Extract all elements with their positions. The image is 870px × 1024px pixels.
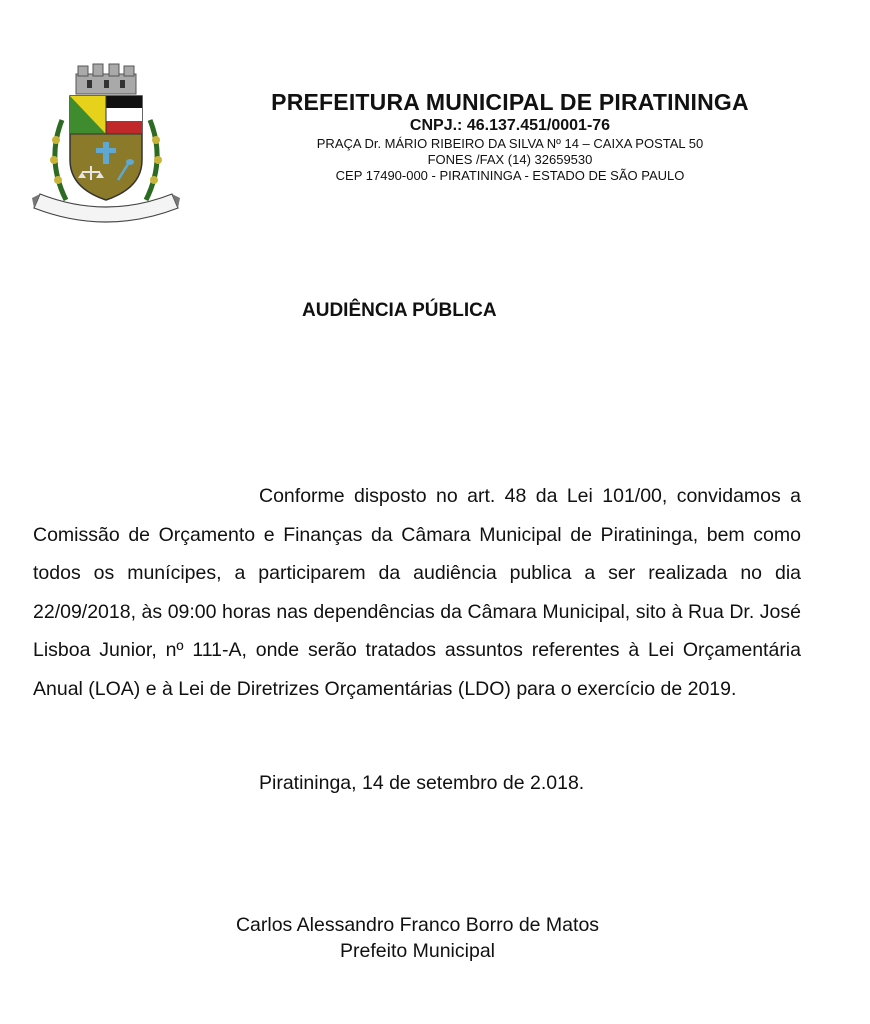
phone-line: FONES /FAX (14) 32659530 bbox=[427, 152, 593, 167]
cnpj-line: CNPJ.: 46.137.451/0001-76 bbox=[409, 117, 611, 134]
shield bbox=[70, 96, 142, 200]
organization-name: PREFEITURA MUNICIPAL DE PIRATININGA bbox=[271, 89, 749, 115]
signatory-role: Prefeito Municipal bbox=[340, 940, 495, 962]
date-line: Piratininga, 14 de setembro de 2.018. bbox=[259, 772, 585, 794]
postal-line: CEP 17490-000 - PIRATININGA - ESTADO DE SÃO PAULO bbox=[335, 168, 685, 183]
letterhead bbox=[200, 88, 820, 184]
address-line: PRAÇA Dr. MÁRIO RIBEIRO DA SILVA Nº 14 – CAIXA POSTAL 50 bbox=[316, 136, 704, 151]
municipal-coat-of-arms bbox=[32, 60, 180, 230]
body-paragraph: Conforme disposto no art. 48 da Lei 101/00, convidamos a Comissão de Orçamento e Finanças da Câmara Municipal de Piratininga, bem como todos os munícipes, a participarem da audiência publica a ser realizada no dia 22/09/2018, às 09:00 horas nas dependências da Câmara Municipal, sito à Rua Dr. José Lisboa Junior, nº 111-A, onde serão tratados assuntos referentes à Lei Orçamentária Anual (LOA) e à Lei de Diretrizes Orçamentárias (LDO) para o exercício de 2019. bbox=[33, 485, 801, 700]
mural-crown bbox=[76, 64, 136, 94]
signatory-name: Carlos Alessandro Franco Borro de Matos bbox=[235, 914, 600, 936]
document-title: AUDIÊNCIA PÚBLICA bbox=[302, 300, 497, 321]
signature-block bbox=[160, 912, 675, 964]
